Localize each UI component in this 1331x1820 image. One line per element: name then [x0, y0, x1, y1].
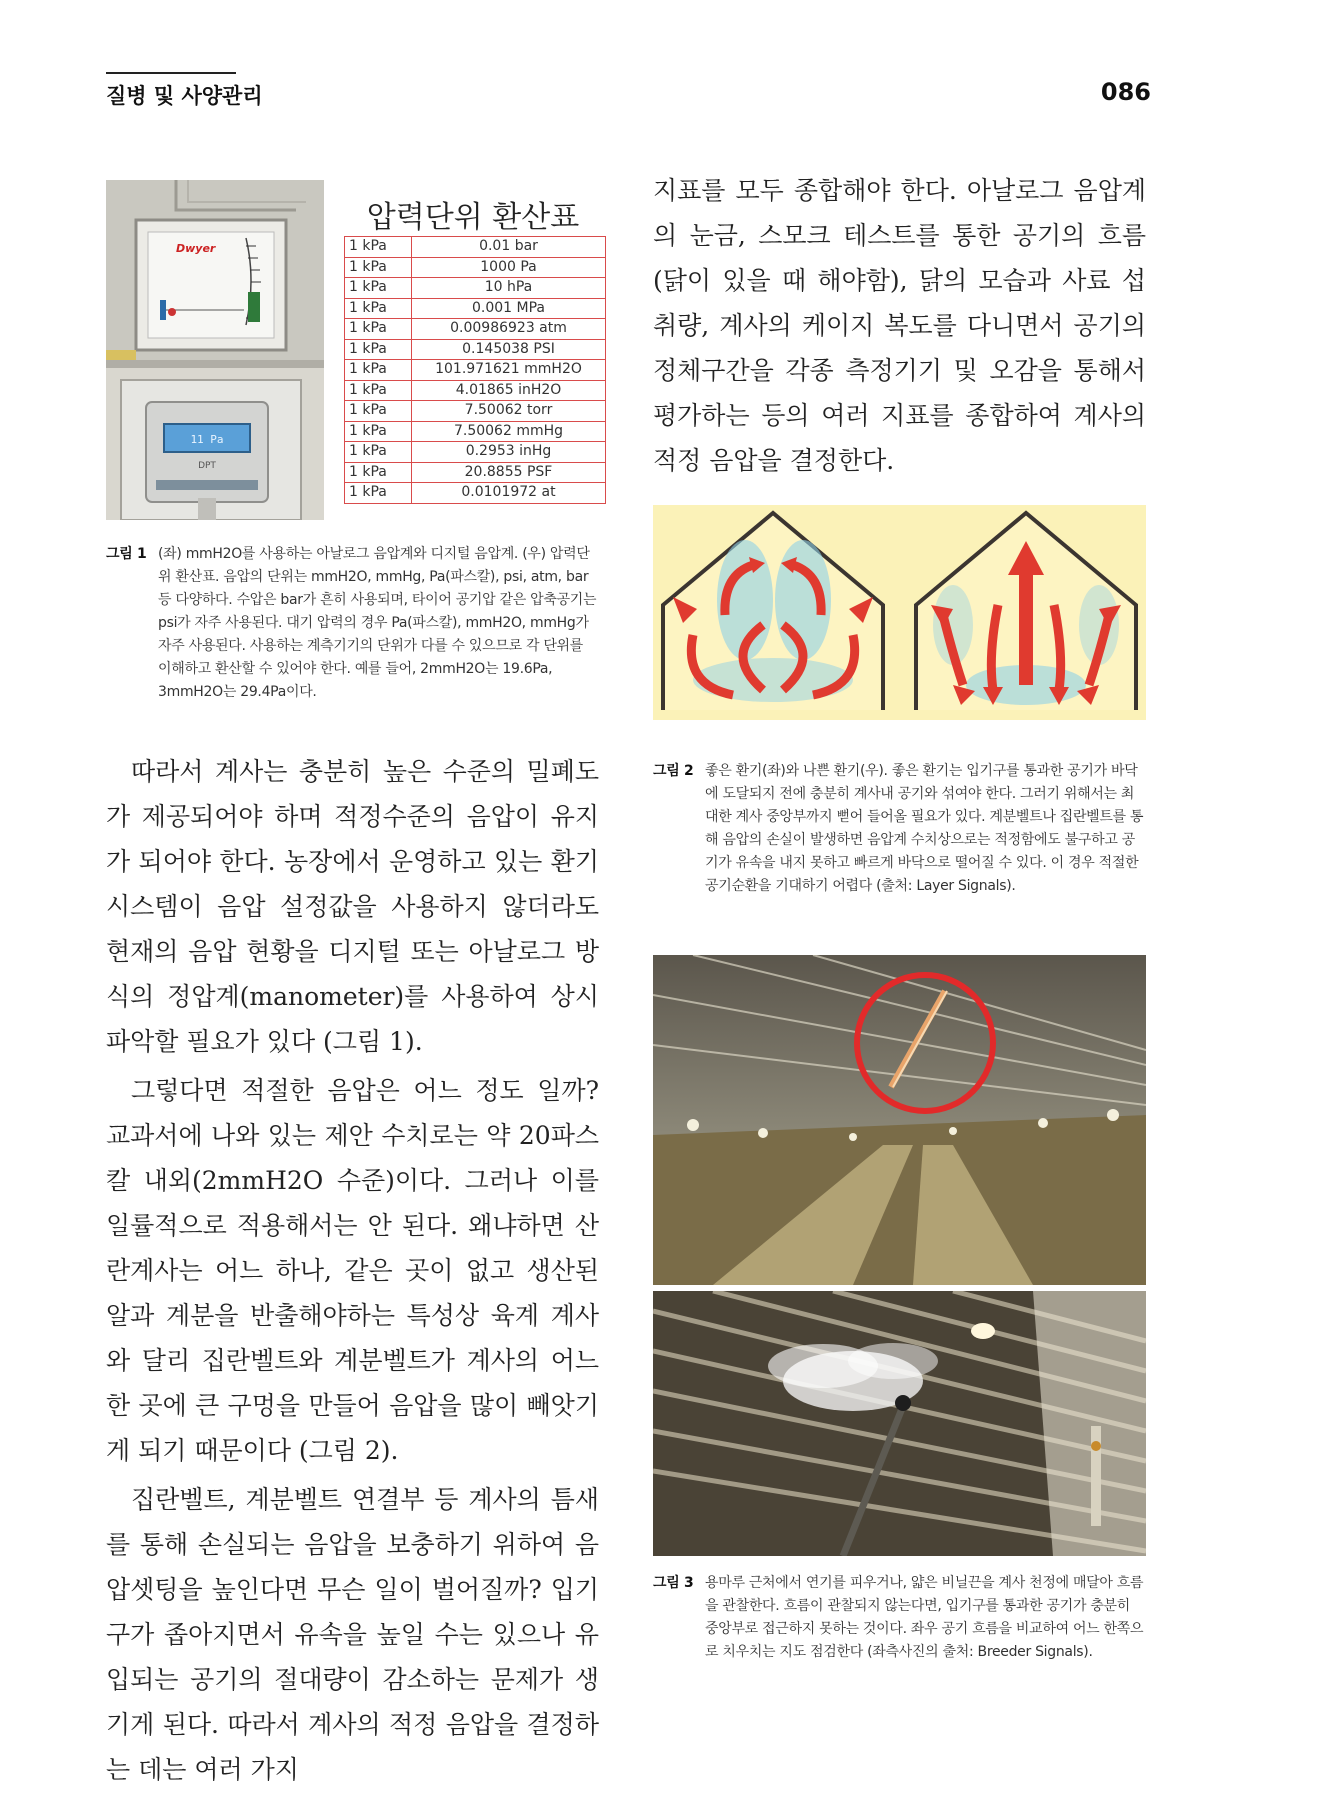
unit-from: 1 kPa [345, 442, 412, 463]
gauge-brand: Dwyer [176, 242, 216, 255]
unit-to: 1000 Pa [412, 257, 606, 278]
conversion-row [345, 339, 606, 360]
unit-to: 10 hPa [412, 278, 606, 299]
caption-label: 그림 1 [106, 546, 147, 562]
unit-to: 0.145038 PSI [412, 339, 606, 360]
unit-to: 20.8855 PSF [412, 462, 606, 483]
unit-from: 1 kPa [345, 462, 412, 483]
conversion-row [345, 237, 606, 258]
figure-3-smoke-test-photo [653, 1291, 1146, 1556]
unit-to: 0.0101972 at [412, 483, 606, 504]
conversion-row [345, 278, 606, 299]
caption-label: 그림 2 [653, 763, 694, 779]
digital-device-label: DPT [198, 461, 216, 471]
conversion-row [345, 401, 606, 422]
page-number: 086 [1100, 78, 1151, 106]
caption-text: 용마루 근처에서 연기를 피우거나, 얇은 비닐끈을 계사 천정에 매달아 흐름을 관찰한다. 흐름이 관찰되지 않는다면, 입기구를 통과한 공기가 충분히 중앙부로 접근하지 못하는 것이다. 좌우 공기 흐름을 비교하여 어느 한쪽으로 치우치는 지도 점검한다 (좌측사진의 출처: Breeder Signals). [705, 1575, 1144, 1660]
figure-3-barn-interior-photo [653, 955, 1146, 1285]
conversion-row [345, 483, 606, 504]
body-column-left [106, 749, 599, 1796]
unit-to: 0.001 MPa [412, 298, 606, 319]
figure-1-caption [106, 543, 600, 704]
conversion-row [345, 257, 606, 278]
unit-to: 0.2953 inHg [412, 442, 606, 463]
unit-from: 1 kPa [345, 380, 412, 401]
chart-title: 압력단위 환산표 [366, 200, 580, 235]
caption-text: 좋은 환기(좌)와 나쁜 환기(우). 좋은 환기는 입기구를 통과한 공기가 바닥에 도달되지 전에 충분히 계사내 공기와 섞여야 한다. 그러기 위해서는 최대한 계사 중앙부까지 뻗어 들어올 필요가 있다. 계분벨트나 집란벨트를 통해 음압의 손실이 발생하면 음압계 수치상으로는 적정함에도 불구하고 공기가 유속을 내지 못하고 빠르게 바닥으로 떨어질 수 있다. 이 경우 적절한 공기순환을 기대하기 어렵다 (출처: Layer Signals). [705, 763, 1144, 894]
caption-label: 그림 3 [653, 1575, 694, 1591]
body-paragraph-right: 지표를 모두 종합해야 한다. 아날로그 음압계의 눈금, 스모크 테스트를 통한 공기의 흐름(닭이 있을 때 해야함), 닭의 모습과 사료 섭취량, 계사의 케이지 복도를 다니면서 공기의 정체구간을 각종 측정기기 및 오감을 통해서 평가하는 등의 여러 지표를 종합하여 계사의 적정 음압을 결정한다. [653, 176, 1146, 475]
figure-2-ventilation-diagram [653, 505, 1146, 720]
unit-from: 1 kPa [345, 278, 412, 299]
unit-to: 4.01865 inH2O [412, 380, 606, 401]
conversion-row [345, 360, 606, 381]
caption-text: (좌) mmH2O를 사용하는 아날로그 음압계와 디지털 음압계. (우) 압력단위 환산표. 음압의 단위는 mmH2O, mmHg, Pa(파스칼), psi, atm, bar 등 다양하다. 수압은 bar가 흔히 사용되며, 타이어 공기압 같은 압축공기는 psi가 자주 사용된다. 대기 압력의 경우 Pa(파스칼), mmH2O, mmHg가 자주 사용된다. 사용하는 계측기기의 단위가 다를 수 있으므로 각 단위를 이해하고 환산할 수 있어야 한다. 예를 들어, 2mmH2O는 19.6Pa, 3mmH2O는 29.4Pa이다. [158, 546, 597, 700]
figure-3-caption [653, 1572, 1147, 1664]
figure-2-caption [653, 760, 1147, 898]
conversion-row [345, 442, 606, 463]
manometer-photo [106, 180, 324, 520]
unit-conversion-chart [338, 180, 608, 520]
section-title: 질병 및 사양관리 [106, 84, 263, 108]
unit-from: 1 kPa [345, 360, 412, 381]
unit-from: 1 kPa [345, 257, 412, 278]
unit-from: 1 kPa [345, 339, 412, 360]
conversion-row [345, 462, 606, 483]
body-paragraph: 따라서 계사는 충분히 높은 수준의 밀폐도가 제공되어야 하며 적정수준의 음압이 유지가 되어야 한다. 농장에서 운영하고 있는 환기 시스템이 음압 설정값을 사용하지 않더라도 현재의 음압 현황을 디지털 또는 아날로그 방식의 정압계(manometer)를 사용하여 상시 파악할 필요가 있다 (그림 1). [106, 757, 599, 1056]
unit-from: 1 kPa [345, 483, 412, 504]
header-rule [106, 72, 236, 74]
unit-from: 1 kPa [345, 401, 412, 422]
body-paragraph: 집란벨트, 계분벨트 연결부 등 계사의 틈새를 통해 손실되는 음압을 보충하기 위하여 음압셋팅을 높인다면 무슨 일이 벌어질까? 입기구가 좁아지면서 유속을 높일 수는 있으나 유입되는 공기의 절대량이 감소하는 문제가 생기게 된다. 따라서 계사의 적정 음압을 결정하는 데는 여러 가지 [106, 1485, 599, 1784]
body-paragraph: 그렇다면 적절한 음압은 어느 정도 일까? 교과서에 나와 있는 제안 수치로는 약 20파스칼 내외(2mmH2O 수준)이다. 그러나 이를 일률적으로 적용해서는 안 된다. 왜냐하면 산란계사는 어느 하나, 같은 곳이 없고 생산된 알과 계분을 반출해야하는 특성상 육계 계사와 달리 집란벨트와 계분벨트가 계사의 어느 한 곳에 큰 구멍을 만들어 음압을 많이 빼앗기게 되기 때문이다 (그림 2). [106, 1076, 599, 1465]
unit-from: 1 kPa [345, 237, 412, 258]
unit-to: 7.50062 mmHg [412, 421, 606, 442]
conversion-row [345, 298, 606, 319]
unit-to: 0.00986923 atm [412, 319, 606, 340]
conversion-row [345, 319, 606, 340]
figure-1 [106, 180, 602, 520]
digital-reading: 11 Pa [190, 433, 224, 446]
unit-to: 101.971621 mmH2O [412, 360, 606, 381]
unit-to: 7.50062 torr [412, 401, 606, 422]
conversion-row [345, 380, 606, 401]
conversion-table [344, 236, 606, 504]
unit-from: 1 kPa [345, 421, 412, 442]
unit-from: 1 kPa [345, 319, 412, 340]
unit-from: 1 kPa [345, 298, 412, 319]
conversion-row [345, 421, 606, 442]
unit-to: 0.01 bar [412, 237, 606, 258]
